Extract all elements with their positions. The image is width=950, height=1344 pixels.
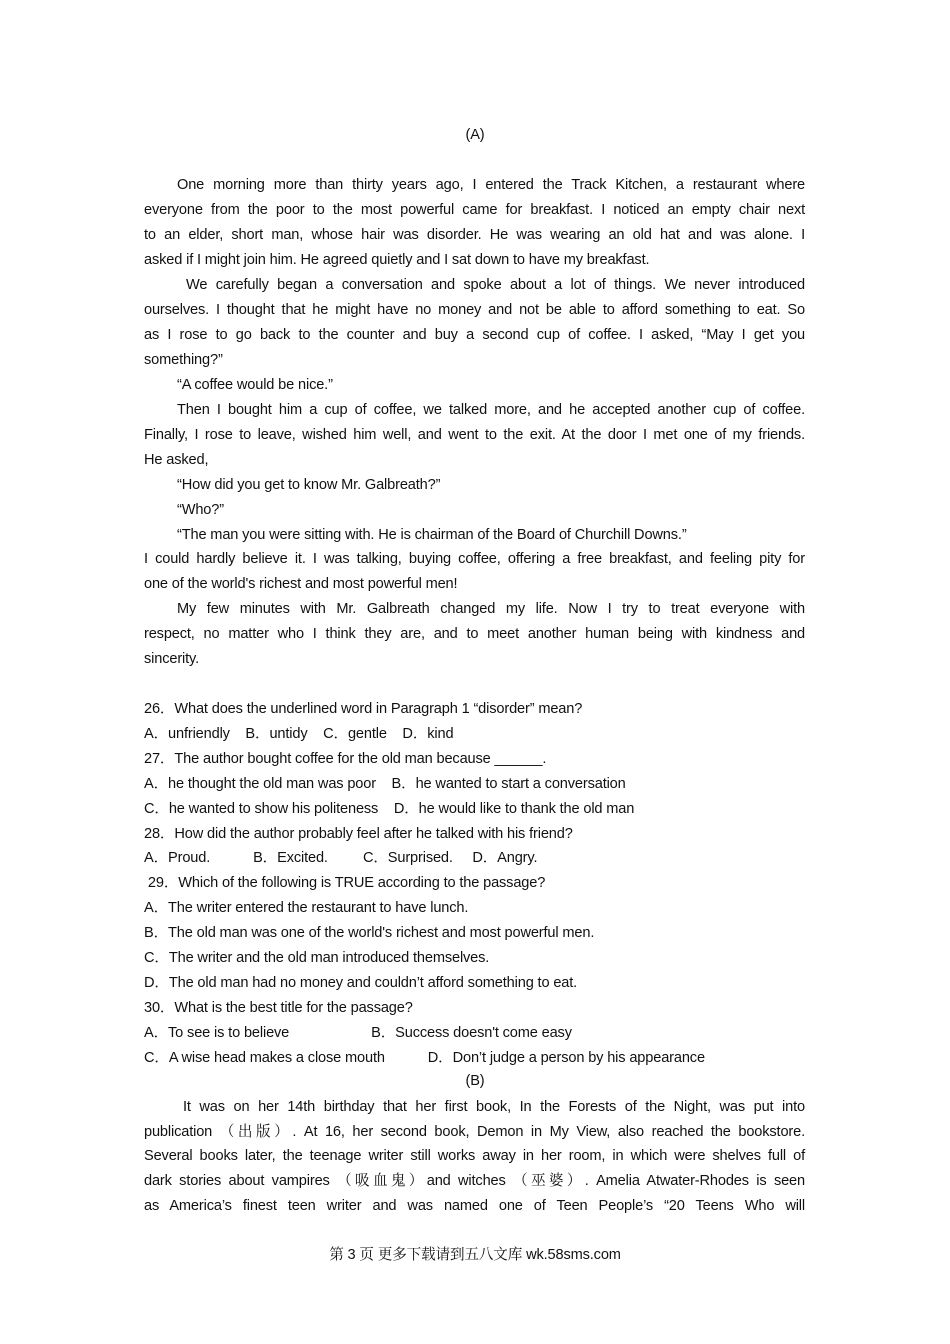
paragraph-line: one of the world's richest and most powerful men!: [144, 576, 458, 592]
question-stem: 28．How did the author probably feel after he talked with his friend?: [144, 825, 573, 842]
paragraph-line: something?”: [144, 352, 223, 368]
answer-options: A．he thought the old man was poor B．he wanted to start a conversation: [144, 775, 626, 792]
answer-options: C．The writer and the old man introduced themselves.: [144, 950, 490, 966]
paragraph-line: My few minutes with Mr. Galbreath changed my life. Now I try to treat everyone with: [177, 601, 805, 617]
answer-options: A．The writer entered the restaurant to have lunch.: [144, 900, 469, 917]
paragraph-line: “Who?”: [177, 502, 224, 518]
paragraph-line: asked if I might join him. He agreed quietly and I sat down to have my breakfast.: [144, 252, 650, 268]
paragraph-line: Finally, I rose to leave, wished him well, and went to the exit. At the door I met one of my friends.: [144, 427, 805, 443]
paragraph-line: dark stories about vampires （吸血鬼）and witches （巫婆）. Amelia Atwater-Rhodes is seen: [144, 1173, 805, 1189]
answer-options: C．A wise head makes a close mouth D．Don’t judge a person by his appearance: [144, 1049, 705, 1066]
paragraph-line: We carefully began a conversation and spoke about a lot of things. We never introduced: [186, 277, 805, 293]
paragraph-line: as I rose to go back to the counter and buy a second cup of coffee. I asked, “May I get you: [144, 327, 805, 343]
answer-options: D．The old man had no money and couldn’t afford something to eat.: [144, 974, 578, 991]
paragraph-line: sincerity.: [144, 651, 199, 667]
answer-options: A．unfriendly B．untidy C．gentle D．kind: [144, 725, 454, 742]
question-stem: 30．What is the best title for the passage?: [144, 999, 413, 1016]
question-stem: 27．The author bought coffee for the old man because ______.: [144, 750, 547, 767]
answer-options: A．Proud. B．Excited. C．Surprised. D．Angry.: [144, 850, 538, 867]
paragraph-line: It was on her 14th birthday that her first book, In the Forests of the Night, was put into: [183, 1099, 805, 1115]
answer-options: B．The old man was one of the world's richest and most powerful men.: [144, 925, 595, 942]
paragraph-line: “The man you were sitting with. He is chairman of the Board of Churchill Downs.”: [177, 527, 687, 543]
paragraph-line: “A coffee would be nice.”: [177, 377, 333, 393]
section-heading: (A): [465, 127, 485, 143]
paragraph-line: He asked,: [144, 452, 209, 468]
paragraph-line: respect, no matter who I think they are, and to meet another human being with kindness and: [144, 626, 805, 642]
page-footer: 第 3 页 更多下载请到五八文库 wk.58sms.com: [329, 1247, 621, 1263]
paragraph-line: Several books later, the teenage writer still works away in her room, in which were shelves full of: [144, 1148, 805, 1164]
paragraph-line: I could hardly believe it. I was talking, buying coffee, offering a free breakfast, and feeling pity for: [144, 551, 805, 567]
question-stem: 29．Which of the following is TRUE according to the passage?: [144, 875, 546, 892]
answer-options: C．he wanted to show his politeness D．he would like to thank the old man: [144, 800, 635, 817]
question-stem: 26．What does the underlined word in Paragraph 1 “disorder” mean?: [144, 701, 583, 717]
paragraph-line: Then I bought him a cup of coffee, we talked more, and he accepted another cup of coffee.: [177, 402, 805, 418]
paragraph-line: everyone from the poor to the most powerful came for breakfast. I noticed an empty chair next: [144, 202, 805, 218]
paragraph-line: to an elder, short man, whose hair was disorder. He was wearing an old hat and was alone. I: [144, 227, 805, 243]
paragraph-line: as America’s finest teen writer and was named one of Teen People’s “20 Teens Who will: [144, 1198, 805, 1214]
section-heading: (B): [465, 1073, 485, 1089]
paragraph-line: “How did you get to know Mr. Galbreath?”: [177, 477, 441, 493]
paragraph-line: publication （出版）. At 16, her second book, Demon in My View, also reached the bookstore.: [144, 1124, 805, 1140]
paragraph-line: One morning more than thirty years ago, I entered the Track Kitchen, a restaurant where: [177, 177, 805, 193]
paragraph-line: ourselves. I thought that he might have no money and not be able to afford something to eat. So: [144, 302, 805, 318]
answer-options: A．To see is to believe B．Success doesn't come easy: [144, 1024, 572, 1041]
